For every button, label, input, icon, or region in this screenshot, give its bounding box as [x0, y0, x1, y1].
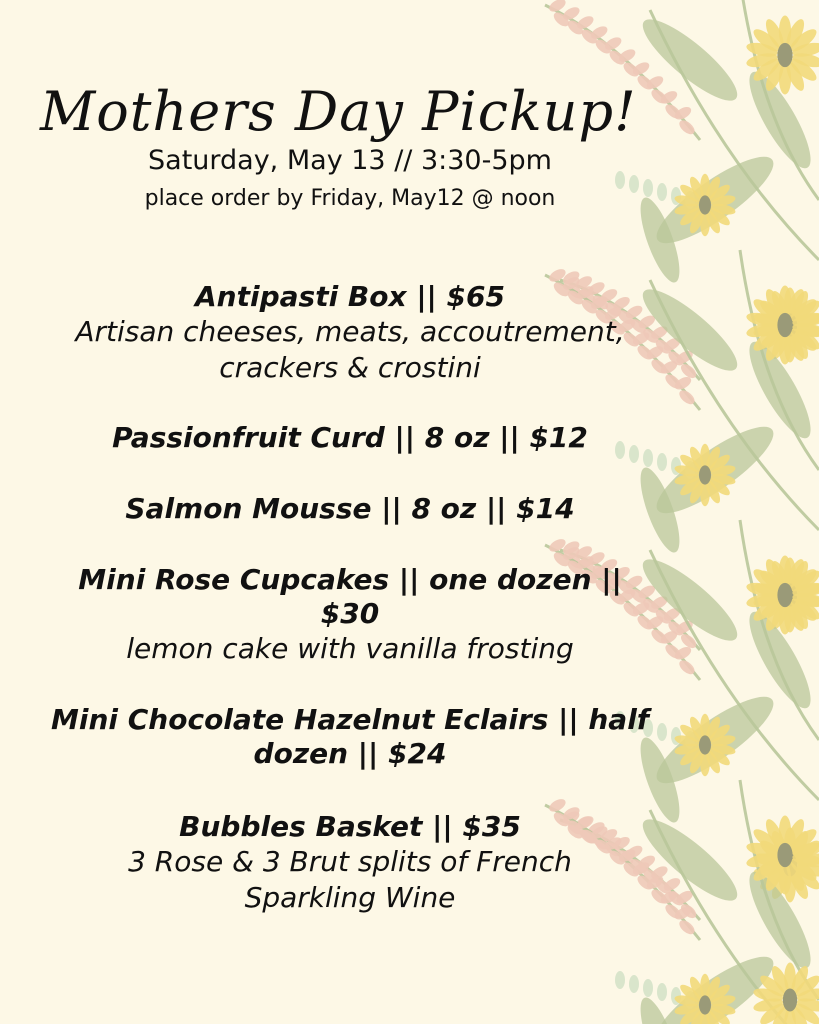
flower-center-icon — [699, 735, 711, 754]
flower-center-icon — [777, 313, 792, 337]
menu-item-description: lemon cake with vanilla frosting — [126, 632, 574, 665]
menu-item-description: 3 Rose & 3 Brut splits of French Sparkling Wine — [128, 845, 572, 914]
menu-item-description: Artisan cheeses, meats, accoutrement, crackers & crostini — [75, 315, 625, 384]
menu-item-name: Passionfruit Curd || 8 oz || $12 — [112, 421, 588, 454]
flower-center-icon — [777, 843, 792, 867]
menu-item — [30, 810, 670, 916]
flower-center-icon — [699, 465, 711, 484]
seed-icon — [615, 971, 625, 989]
menu-item — [30, 563, 670, 667]
flyer-title: Mothers Day Pickup! — [40, 80, 637, 143]
menu-item-name: Bubbles Basket || $35 — [179, 810, 521, 843]
menu-item — [30, 703, 670, 771]
seed-icon — [657, 983, 667, 1001]
flower-center-icon — [699, 195, 711, 214]
flower-center-icon — [699, 995, 711, 1014]
menu-item-name: Antipasti Box || $65 — [195, 280, 505, 313]
flower-center-icon — [783, 988, 797, 1011]
event-date-time: Saturday, May 13 // 3:30-5pm — [148, 145, 552, 176]
menu-item — [30, 421, 670, 455]
flower-center-icon — [777, 583, 792, 607]
seed-icon — [629, 975, 639, 993]
menu-item-name: Mini Chocolate Hazelnut Eclairs || half dozen || $24 — [51, 703, 649, 770]
menu-item — [30, 492, 670, 526]
order-deadline: place order by Friday, May12 @ noon — [144, 186, 556, 211]
flower-center-icon — [777, 43, 792, 67]
menu-item — [30, 280, 670, 386]
seed-icon — [657, 453, 667, 471]
menu-item-name: Mini Rose Cupcakes || one dozen || $30 — [78, 563, 622, 630]
menu-item-name: Salmon Mousse || 8 oz || $14 — [125, 492, 575, 525]
seed-icon — [643, 979, 653, 997]
